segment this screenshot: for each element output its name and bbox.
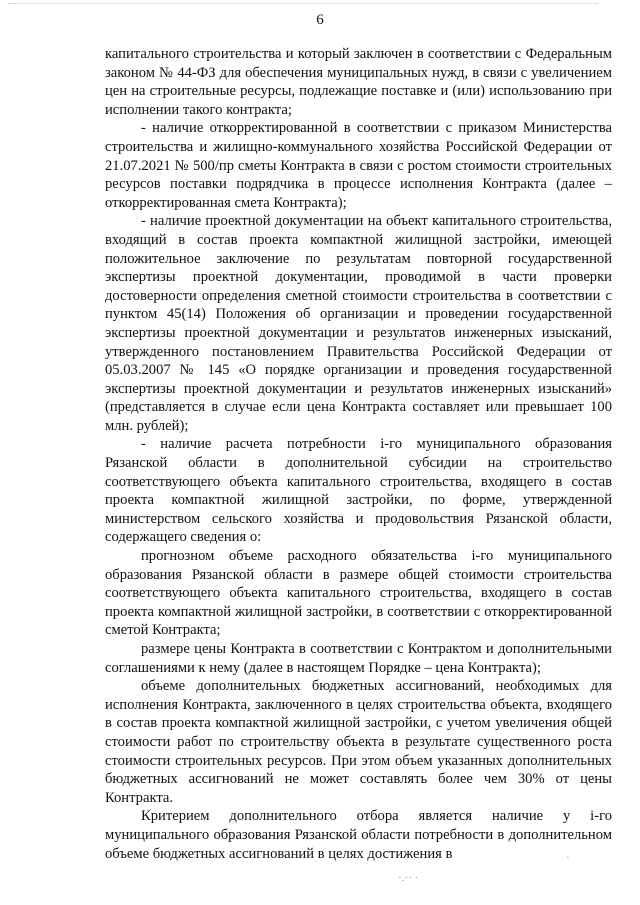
paragraph-subsidy-calculation: - наличие расчета потребности i-го муниципального образования Рязанской области в дополнительной субсидии на строительство соответствующего объекта капитального строительства, входящего в состав проекта компактной жилищной застройки, по форме, утвержденной министерством сельского хозяйства и продовольствия Рязанской области, содержащего сведения о: [105, 436, 612, 546]
paragraph-contract-price: размере цены Контракта в соответствии с Контрактом и дополнительными соглашениями к нему (далее в настоящем Порядке – цена Контракта); [105, 641, 612, 676]
paragraph-continuation: капитального строительства и который заключен в соответствии с Федеральным законом № 44-ФЗ для обеспечения муниципальных нужд, в связи с увеличением цен на строительные ресурсы, подлежащие поставке и (или) использованию при исполнении такого контракта; [105, 46, 612, 118]
paragraph-selection-criterion: Критерием дополнительного отбора является наличие у i-го муниципального образования Рязанской области потребности в дополнительном объеме бюджетных ассигнований в целях достижения в [105, 808, 612, 862]
paragraph-additional-allocations: объеме дополнительных бюджетных ассигнований, необходимых для исполнения Контракта, заключенного в целях строительства объекта, входящего в состав проекта компактной жилищной застройки, с учетом увеличения общей стоимости работ по строительству объекта в результате существенного роста стоимости строительных ресурсов. При этом объем указанных дополнительных бюджетных ассигнований не может составлять более чем 30% от цены Контракта. [105, 678, 612, 806]
paragraph-forecast-volume: прогнозном объеме расходного обязательства i-го муниципального образования Рязанской области в размере общей стоимости строительства соответствующего объекта капитального строительства, входящего в состав проекта компактной жилищной застройки, в соответствии с откорректированной сметой Контракта; [105, 548, 612, 639]
document-body [105, 45, 612, 863]
scan-speck: · [566, 852, 570, 864]
page-number: 6 [316, 12, 324, 28]
paragraph-project-documentation: - наличие проектной документации на объект капитального строительства, входящий в состав проекта компактной жилищной застройки, имеющей положительное заключение по результатам повторной государственной экспертизы проектной документации, проводимой в части проверки достоверности определения сметной стоимости строительства в соответствии с пунктом 45(14) Положения об организации и проведении государственной экспертизы проектной документации и результатов инженерных изысканий, утвержденного постановлением Правительства Российской Федерации от 05.03.2007 № 145 «О порядке организации и проведения государственной экспертизы проектной документации и результатов инженерных изысканий» (представляется в случае если цена Контракта составляет или превышает 100 млн. рублей); [105, 213, 612, 434]
scan-smudge: ·.·· · [398, 872, 419, 884]
paragraph-corrected-estimate: - наличие откорректированной в соответствии с приказом Министерства строительства и жилищно-коммунального хозяйства Российской Федерации от 21.07.2021 № 500/пр сметы Контракта в связи с ростом стоимости строительных ресурсов поставки подрядчика в процессе исполнения Контракта (далее – откорректированная смета Контракта); [105, 120, 612, 211]
scan-edge-line [8, 3, 598, 4]
